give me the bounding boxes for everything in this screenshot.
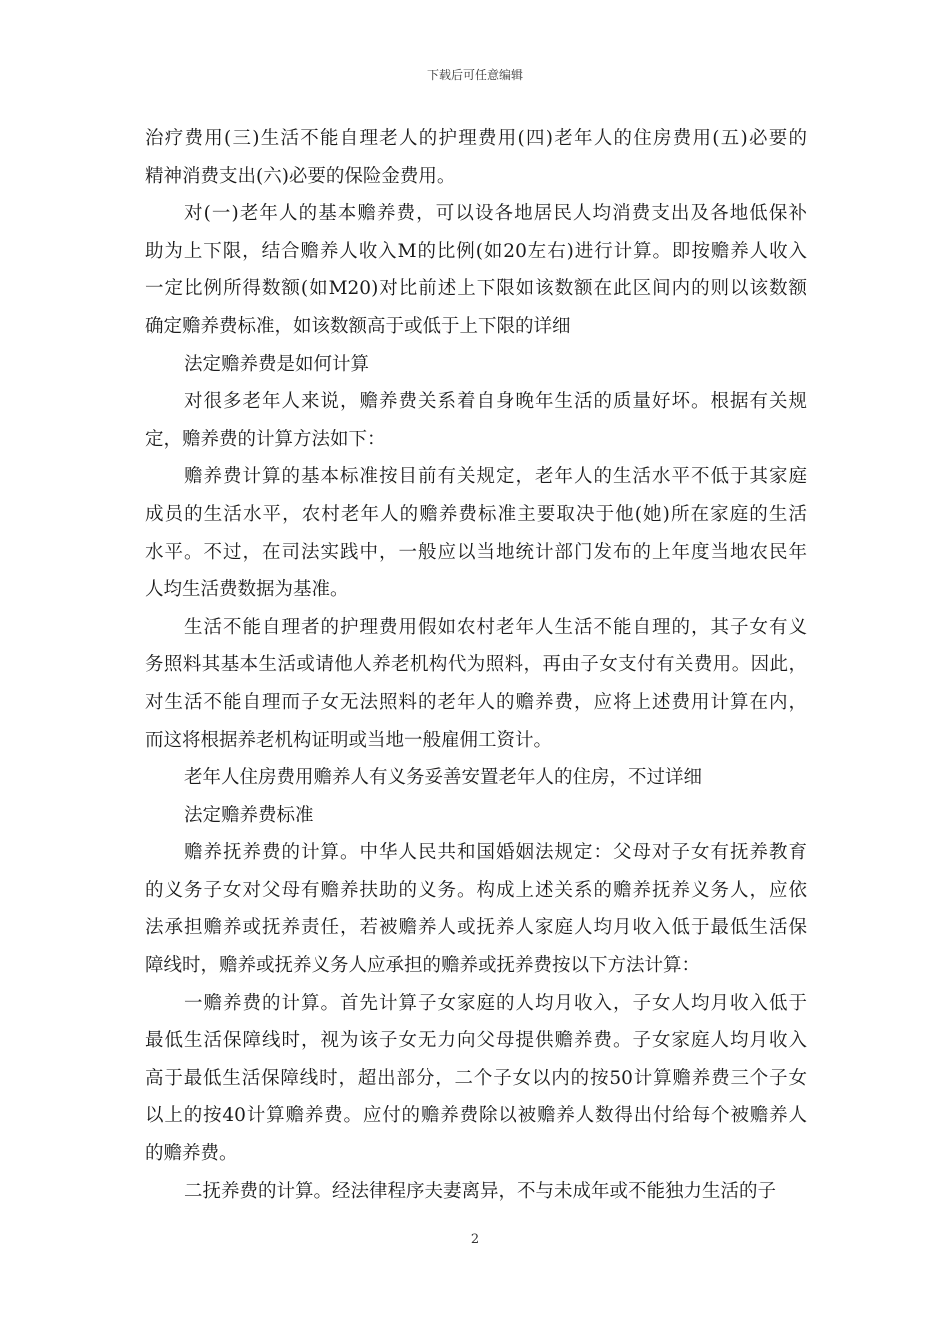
paragraph	[145, 834, 807, 984]
paragraph-line: 的义务子女对父母有赡养扶助的义务。构成上述关系的赡养抚养义务人，应依	[145, 879, 807, 901]
paragraph	[145, 797, 807, 835]
document-body	[145, 120, 807, 1210]
page-header: 下载后可任意编辑	[426, 68, 523, 82]
paragraph-line: 对生活不能自理而子女无法照料的老年人的赡养费，应将上述费用计算在内，	[145, 691, 807, 713]
paragraph	[145, 458, 807, 608]
paragraph-line: 法定赡养费是如何计算	[184, 353, 370, 375]
paragraph-line: 法定赡养费标准	[184, 804, 314, 826]
paragraph	[145, 383, 807, 458]
paragraph-line: 精神消费支出(六)必要的保险金费用。	[145, 165, 456, 187]
paragraph-line: 成员的生活水平，农村老年人的赡养费标准主要取决于他(她)所在家庭的生活	[145, 503, 807, 525]
paragraph	[145, 120, 807, 195]
paragraph	[145, 609, 807, 759]
paragraph	[145, 1173, 807, 1211]
paragraph-line: 赡养抚养费的计算。中华人民共和国婚姻法规定：父母对子女有抚养教育	[184, 842, 807, 864]
paragraph-line: 水平。不过，在司法实践中，一般应以当地统计部门发布的上年度当地农民年	[145, 541, 807, 563]
paragraph-line: 二抚养费的计算。经法律程序夫妻离异，不与未成年或不能独力生活的子	[184, 1180, 777, 1202]
paragraph-line: 高于最低生活保障线时，超出部分，二个子女以内的按50计算赡养费三个子女	[145, 1067, 807, 1089]
paragraph-line: 对很多老年人来说，赡养费关系着自身晚年生活的质量好坏。根据有关规	[184, 391, 807, 413]
paragraph-line: 赡养费计算的基本标准按目前有关规定，老年人的生活水平不低于其家庭	[184, 466, 807, 488]
paragraph-line: 一赡养费的计算。首先计算子女家庭的人均月收入，子女人均月收入低于	[184, 992, 807, 1014]
paragraph-line: 一定比例所得数额(如M20)对比前述上下限如该数额在此区间内的则以该数额	[145, 278, 807, 300]
page-number: 2	[470, 1232, 480, 1247]
paragraph-line: 的赡养费。	[145, 1143, 238, 1165]
paragraph-line: 老年人住房费用赡养人有义务妥善安置老年人的住房，不过详细	[184, 767, 703, 789]
paragraph	[145, 985, 807, 1173]
paragraph	[145, 759, 807, 797]
paragraph	[145, 195, 807, 345]
paragraph-line: 生活不能自理者的护理费用假如农村老年人生活不能自理的，其子女有义	[184, 616, 807, 638]
paragraph-line: 最低生活保障线时，视为该子女无力向父母提供赡养费。子女家庭人均月收入	[145, 1030, 807, 1052]
paragraph-line: 而这将根据养老机构证明或当地一般雇佣工资计。	[145, 729, 553, 751]
paragraph-line: 务照料其基本生活或请他人养老机构代为照料，再由子女支付有关费用。因此，	[145, 654, 807, 676]
paragraph-line: 人均生活费数据为基准。	[145, 579, 349, 601]
paragraph	[145, 346, 807, 384]
paragraph-line: 助为上下限，结合赡养人收入M的比例(如20左右)进行计算。即按赡养人收入	[145, 240, 807, 262]
paragraph-line: 确定赡养费标准，如该数额高于或低于上下限的详细	[145, 315, 571, 337]
paragraph-line: 定，赡养费的计算方法如下：	[145, 428, 386, 450]
paragraph-line: 对(一)老年人的基本赡养费，可以设各地居民人均消费支出及各地低保补	[184, 203, 807, 225]
paragraph-line: 法承担赡养或抚养责任，若被赡养人或抚养人家庭人均月收入低于最低生活保	[145, 917, 807, 939]
paragraph-line: 治疗费用(三)生活不能自理老人的护理费用(四)老年人的住房费用(五)必要的	[145, 128, 807, 149]
paragraph-line: 障线时，赡养或抚养义务人应承担的赡养或抚养费按以下方法计算：	[145, 955, 701, 977]
paragraph-line: 以上的按40计算赡养费。应付的赡养费除以被赡养人数得出付给每个被赡养人	[145, 1105, 807, 1127]
